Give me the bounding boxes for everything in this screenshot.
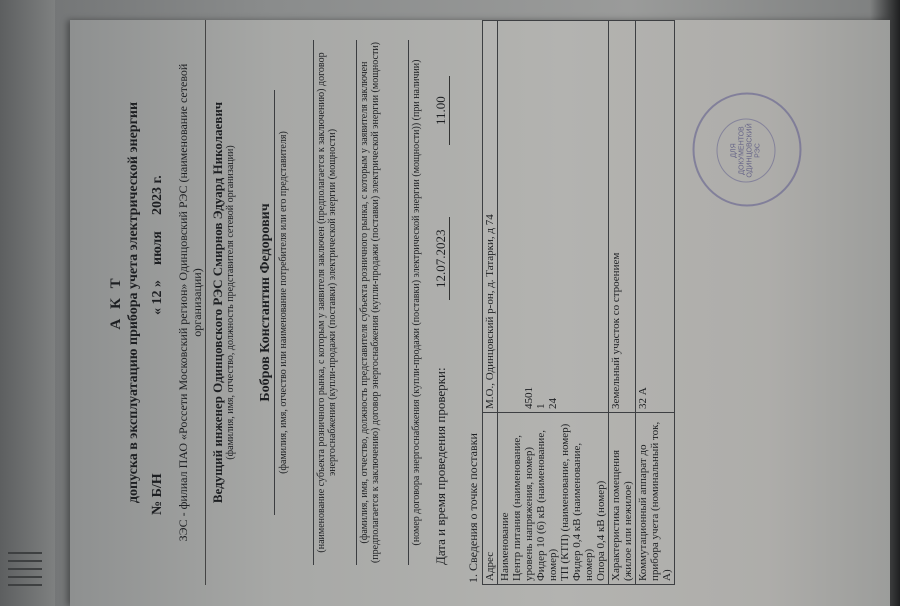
consumer-name: Бобров Константин Федорович [258,203,273,402]
section-title: 1. Сведения о точке поставки [466,433,480,583]
row-value: 32 А [636,21,675,413]
row-label: Коммутационный аппарат до прибора учета (номинальный ток, А) [636,413,675,585]
table-row [636,21,675,585]
table-row [483,21,498,585]
row-label: Характеристика помещения (жилое или нежилое) [609,413,636,585]
consumer-caption: (фамилия, имя, отчество или наименование потребителя или его представителя) [278,131,289,474]
row-label: Адрес [483,413,498,585]
binder-edge [0,0,55,606]
table-row [609,21,636,585]
row-value: Земельный участок со строением [609,21,636,413]
network-org-line: ЗЭС - филиал ПАО «Россети Московский регион» Одинцовский РЭС (наименование сетевой организации) [176,20,206,585]
consumer-rule [274,90,275,515]
representative-caption: (фамилия, имя, отчество, должность представителя сетевой организации) [225,145,236,460]
row-value: 4501 1 24 [498,21,609,413]
official-stamp [693,93,802,207]
table-row [498,21,609,585]
retail-rep-caption: (фамилия, имя, отчество, должность представителя субъекта розничного рынка, с которым у заявителя заключен (предполагается к заключению) договор энергоснабжения (купли-продажи (поставки) электрической энергии (мощности) [359,41,381,564]
date-year: 2023 г. [150,175,165,215]
supply-point-table [482,20,675,585]
date-day: « 12 » [150,280,165,315]
stamp-text: ДЛЯ ДОКУМЕНТОВ ОДИНЦОВСКИЙ РЭС [730,123,762,178]
check-time: 11.00 [433,76,450,145]
check-date: 12.07.2023 [433,218,450,301]
contract-rule [408,40,409,565]
representative-line: Ведущий инженер Одинцовского РЭС Смирнов Эдуард Николаевич [210,101,225,504]
date-month: июля [150,231,165,265]
document-number: № Б/Н [150,473,165,515]
contract-caption: (номер договора энергоснабжения (купли-продажи (поставки) электрической энергии (мощности)) (при наличии) [411,59,422,546]
check-label: Дата и время проведения проверки: [433,367,448,565]
row-label: Наименование Центр питания (наименование, уровень напряжения, номер) Фидер 10 (6) кВ (наименование, номер) ТП (КТП) (наименование, номер) Фидер 0,4 кВ (наименование, номер) Опора 0,4 кВ (номер) [498,413,609,585]
retail-rep-rule [356,40,357,565]
row-value: М.О., Одинцовский р-он, д. Татарки, д 74 [483,21,498,413]
document-title: А К Т [108,275,124,330]
retail-caption: (наименование субъекта розничного рынка, с которым у заявителя заключен (предполагается к заключению) договор энергоснабжения (купли-продажи (поставки) электрической энергии (мощности) [316,52,338,553]
document-subtitle: допуска в эксплуатацию прибора учета электрической энергии [126,101,141,504]
retail-rule [313,40,314,565]
